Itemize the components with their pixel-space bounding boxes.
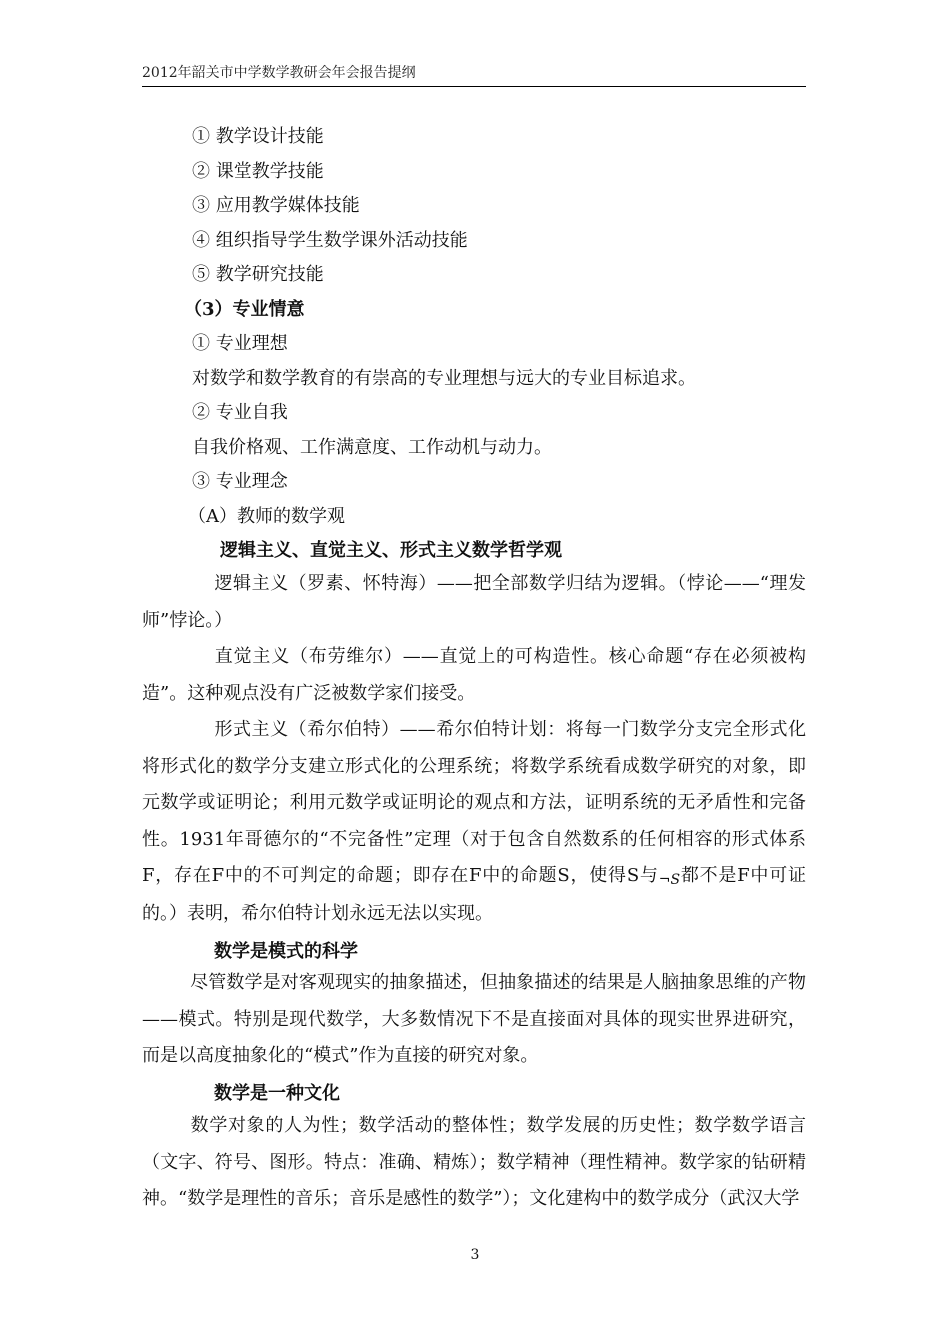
culture-paragraph [142,1108,806,1218]
philosophy-heading: 逻辑主义、直觉主义、形式主义数学哲学观 [220,540,562,561]
culture-text: 数学对象的人为性；数学活动的整体性；数学发展的历史性；数学数学语言（文字、符号、图形。特点：准确、精炼）；数学精神（理性精神。数学家的钻研精神。“数学是理性的音乐；音乐是感性的数学”）；文化建构中的数学成分（武汉大学 [142,1115,806,1209]
negation-s-symbol: ¬S [658,872,681,888]
intuitionism-paragraph [142,639,806,712]
section-item-1-text: 对数学和数学教育的有崇高的专业理想与远大的专业目标追求。 [192,368,696,389]
section-item-2-text: 自我价格观、工作满意度、工作动机与动力。 [192,437,552,458]
page-header-title: 2012年韶关市中学数学教研会年会报告提纲 [142,65,416,81]
intuitionism-text: 直觉主义（布劳维尔）——直觉上的可构造性。核心命题“存在必须被构造”。这种观点没有广泛被数学家们接受。 [142,646,806,704]
logicism-text: 逻辑主义（罗素、怀特海）——把全部数学归结为逻辑。（悖论——“理发师”悖论。） [142,573,806,631]
subsection-a: （A）教师的数学观 [188,506,345,527]
header-rule [142,86,806,87]
formalism-text-2: 都不是F中可证的。）表明，希尔伯特计划永远无法以实现。 [142,865,806,924]
page-number: 3 [470,1247,480,1263]
culture-heading: 数学是一种文化 [214,1083,340,1104]
pattern-paragraph [142,965,806,1075]
section-heading: （3）专业情意 [184,299,305,320]
section-item-2: ② 专业自我 [192,402,288,423]
skill-item-1: ① 教学设计技能 [192,126,324,147]
formalism-paragraph [142,712,806,932]
skill-item-2: ② 课堂教学技能 [192,161,324,182]
formalism-text-1: 形式主义（希尔伯特）——希尔伯特计划：将每一门数学分支完全形式化将形式化的数学分支建立形式化的公理系统；将数学系统看成数学研究的对象，即元数学或证明论；利用元数学或证明论的观点和方法，证明系统的无矛盾性和完备性。1931年哥德尔的“不完备性”定理（对于包含自然数系的任何相容的形式体系F，存在F中的不可判定的命题；即存在F中的命题S，使得S与 [142,719,806,886]
skill-item-5: ⑤ 教学研究技能 [192,264,324,285]
section-item-3: ③ 专业理念 [192,471,288,492]
skill-item-3: ③ 应用教学媒体技能 [192,195,360,216]
logicism-paragraph [142,566,806,639]
pattern-text: 尽管数学是对客观现实的抽象描述，但抽象描述的结果是人脑抽象思维的产物——模式。特别是现代数学，大多数情况下不是直接面对具体的现实世界进研究，而是以高度抽象化的“模式”作为直接的研究对象。 [142,972,806,1066]
pattern-heading: 数学是模式的科学 [214,941,358,962]
skill-item-4: ④ 组织指导学生数学课外活动技能 [192,230,468,251]
section-item-1: ① 专业理想 [192,333,288,354]
